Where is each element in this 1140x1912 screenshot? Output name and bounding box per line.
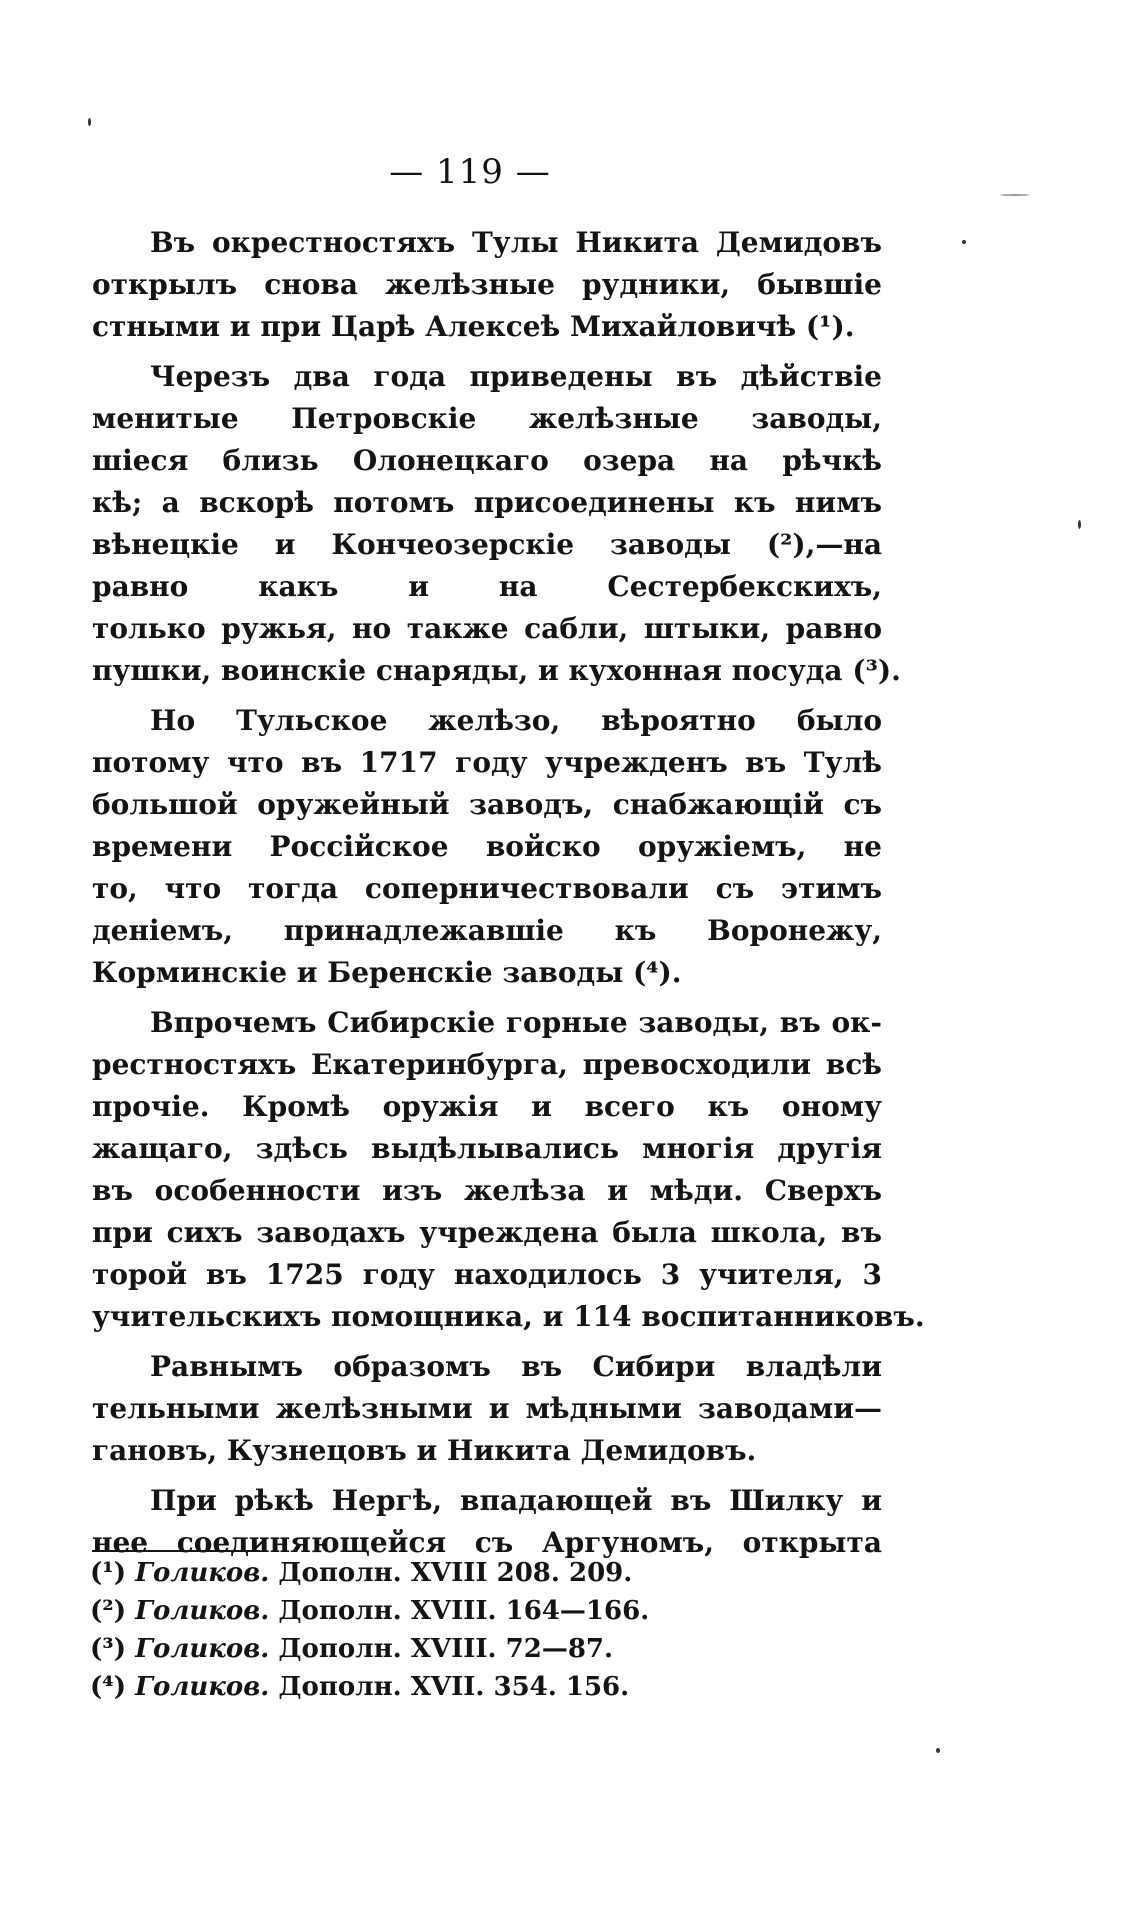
scan-speck <box>936 1748 940 1753</box>
text-line: кѣ; а вскорѣ потомъ присоединены къ нимъ <box>92 486 882 519</box>
scan-speck <box>88 118 91 126</box>
footnote-marker: (¹) <box>90 1558 126 1588</box>
text-line: учительскихъ помощника, и 114 воспитанниковъ. <box>92 1300 925 1333</box>
footnote-reference: Дополн. XVIII. 72—87. <box>278 1634 614 1664</box>
paragraph <box>92 1002 925 1338</box>
text-line: нее соединяющейся съ Аргуномъ, открыта <box>92 1526 882 1559</box>
text-line: открылъ снова желѣзные рудники, бывшіе <box>92 268 882 301</box>
text-line: Равнымъ образомъ въ Сибири владѣли <box>150 1350 882 1383</box>
footnote-marker: (³) <box>90 1634 126 1664</box>
footnote <box>90 1592 790 1630</box>
text-line: вѣнецкіе и Кончеозерскіе заводы (²),—на <box>92 528 882 561</box>
text-line: пушки, воинскіе снаряды, и кухонная посуда (³). <box>92 654 901 687</box>
text-line: торой въ 1725 году находилось 3 учителя, 3 <box>92 1258 882 1291</box>
footnote-marker: (⁴) <box>90 1672 126 1702</box>
text-line: Черезъ два года приведены въ дѣйствіе <box>150 360 882 393</box>
footnote-author: Голиков. <box>135 1634 270 1664</box>
page-number: — 119 — <box>389 152 551 192</box>
footnote <box>90 1668 790 1706</box>
text-line: времени Россійское войско оружіемъ, не <box>92 830 882 863</box>
scan-speck <box>1000 194 1030 196</box>
paragraph <box>92 356 901 692</box>
footnote <box>90 1554 790 1592</box>
text-line: Корминскіе и Беренскіе заводы (⁴). <box>92 956 682 989</box>
text-line: стными и при Царѣ Алексеѣ Михайловичѣ (¹). <box>92 310 855 343</box>
text-line: прочіе. Кромѣ оружія и всего къ оному <box>92 1090 882 1123</box>
footnote-divider <box>92 1550 260 1552</box>
text-line: въ особенности изъ желѣза и мѣди. Сверхъ <box>92 1174 882 1207</box>
body-text <box>92 222 925 1564</box>
footnotes <box>90 1554 790 1706</box>
text-line: потому что въ 1717 году учрежденъ въ Тулѣ <box>92 746 882 779</box>
text-line: тельными желѣзными и мѣдными заводами— <box>92 1392 882 1425</box>
text-line: деніемъ, принадлежавшіе къ Воронежу, <box>92 914 882 947</box>
text-line: большой оружейный заводъ, снабжающій съ <box>92 788 882 821</box>
text-line: рестностяхъ Екатеринбурга, превосходили всѣ <box>92 1048 882 1081</box>
text-line: то, что тогда соперничествовали съ этимъ <box>92 872 882 905</box>
footnote-author: Голиков. <box>135 1558 270 1588</box>
scan-speck <box>1078 520 1081 529</box>
footnote-reference: Дополн. XVIII. 164—166. <box>278 1596 650 1626</box>
footnote-author: Голиков. <box>135 1672 270 1702</box>
text-line: жащаго, здѣсь выдѣлывались многія другія <box>92 1132 882 1165</box>
text-line: при сихъ заводахъ учреждена была школа, въ <box>92 1216 882 1249</box>
text-line: шіеся близь Олонецкаго озера на рѣчкѣ <box>92 444 882 477</box>
text-line: Въ окрестностяхъ Тулы Никита Демидовъ <box>150 226 882 259</box>
text-line: только ружья, но также сабли, штыки, равно <box>92 612 882 645</box>
text-line: Впрочемъ Сибирскіе горные заводы, въ ок- <box>150 1006 882 1039</box>
text-line: менитые Петровскіе желѣзные заводы, <box>92 402 882 435</box>
paragraph <box>92 222 882 348</box>
footnote-marker: (²) <box>90 1596 126 1626</box>
text-line: При рѣкѣ Нергѣ, впадающей въ Шилку и <box>150 1484 882 1517</box>
paragraph <box>92 700 882 994</box>
footnote-reference: Дополн. XVII. 354. 156. <box>278 1672 630 1702</box>
text-line: равно какъ и на Сестербекскихъ, <box>92 570 882 603</box>
footnote-reference: Дополн. XVIII 208. 209. <box>278 1558 633 1588</box>
text-line: Но Тульское желѣзо, вѣроятно было <box>150 704 882 737</box>
footnote <box>90 1630 790 1668</box>
paragraph <box>92 1346 882 1472</box>
scan-speck <box>962 240 966 244</box>
footnote-author: Голиков. <box>135 1596 270 1626</box>
text-line: гановъ, Кузнецовъ и Никита Демидовъ. <box>92 1434 757 1467</box>
